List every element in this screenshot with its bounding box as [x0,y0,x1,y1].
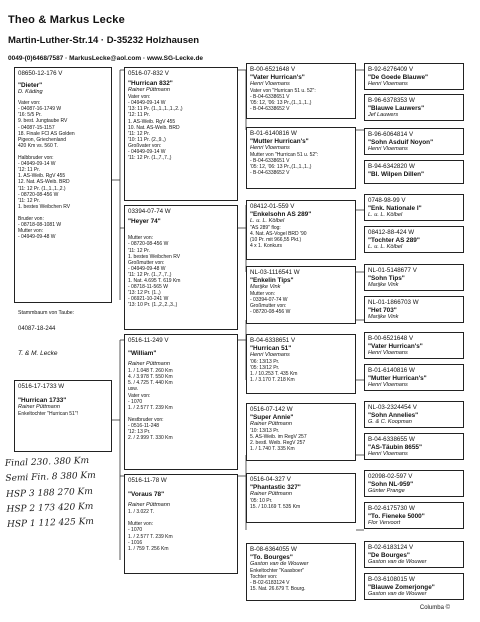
handwritten-line: HSP 3 188 270 Km [5,486,93,500]
gen4-name: "De Goede Blauwe" [368,73,429,81]
gen2-line: - 04949-09-14 W [128,149,166,156]
gen4-ring: 02098-02-597 V [368,473,413,480]
gen4-breeder: Flor Vervoort [368,520,401,527]
owner-address: Martin-Luther-Str.14 · D-35232 Holzhausen [8,35,200,47]
gen2-breeder: Rainer Püttmann [128,361,170,368]
gen2-line: - 0516-11-248 [128,423,160,430]
pigeon-line: 1. bestes Weibchen RV [18,203,71,210]
stammbaum-ring: 04087-18-244 [18,326,56,333]
footer-credit: Columba © [419,605,450,611]
gen3-line: '05: 12, '06: 13 Pr.,(1.,1.,1.,) [250,164,312,171]
gen3-ring: B-01-6140816 W [250,130,297,137]
gen2-line: 2. / 2.999 T. 330 Km [128,435,173,442]
gen4-name: "Het 703" [368,306,397,314]
owner-contact: 0049-(0)6468/7587 · MarkusLecke@aol.com · www.SG-Lecke.de [8,54,204,62]
gen2-line: Großvater von: [128,142,162,149]
gen4-name: "AS-Täubin 8655" [368,443,423,451]
gen2-line: 1. / 759 T. 256 Km [128,545,169,552]
handwritten-results [5,453,118,533]
gen3-breeder: Henri Vloemans [250,145,290,152]
gen2-line: '12: 13 Pr. [128,429,151,436]
pigeon-ring: 08650-12-176 V [18,70,63,77]
gen3-line: 1. / 3.170 T. 218 Km [250,377,295,384]
gen4-breeder: Henri Vloemans [368,81,408,88]
gen3-line: '10: 13/13 Pr. [250,428,280,435]
gen3-name: "Hurrican 51" [250,344,292,352]
gen4-ring: NL-01-1866703 W [368,299,419,306]
gen2-line: '11: 12 Pr. (1.,7.,7.,) [128,155,172,162]
gen2-line: '13: 11 Pr. (1.,1.,1.,1.,2.,) [128,106,183,113]
gen3-name: "Mutter Hurrican's" [250,137,309,145]
gen4-ring: B-02-6183124 V [368,544,414,551]
gen4-box [364,541,464,568]
gen4-box [364,128,464,155]
gen4-box [364,502,464,529]
pigeon-details [18,100,108,240]
gen2-line: Mutter von: [128,235,154,242]
gen4-breeder: Jef Lauwers [368,112,399,119]
gen3-box [246,334,356,394]
gen2-ring: 0516-11-78 W [128,477,167,484]
child-box [14,380,112,452]
gen2-line: '11: 12 Pr. [128,247,150,254]
gen2-ring: 0516-07-832 V [128,70,169,77]
gen3-name: "Enkelin Tips" [250,276,294,284]
gen2-box-grandmother [124,474,238,574]
gen4-name: "Sohn NL-959" [368,480,414,488]
gen2-breeder: Rainer Püttmann [128,87,170,94]
gen2-line: 1. / 2.577 T. 239 Km [128,533,173,540]
gen3-line: - B-04-6338652 V [250,106,290,113]
pigeon-line: - 04087-16-1749 W [18,106,62,113]
gen3-breeder: Marijke Vink [250,284,281,291]
gen3-line: Mutter von "Hurrican 51 u. 52": [250,152,319,159]
gen4-name: "De Bourges" [368,551,410,559]
child-ring: 0516-17-1733 W [18,383,65,390]
gen4-name: "Enk. Nationale I" [368,204,422,212]
pigeon-line: Pigeon, Griechenland [18,136,67,143]
gen3-breeder: Henri Vloemans [250,352,290,359]
gen4-name: "To. Fieneke 5000" [368,512,425,520]
gen4-breeder: G. & C. Koopman [368,419,412,426]
pigeon-line: 18. Finale FCI AS Golden [18,130,75,137]
gen3-line: - B-04-6338651 V [250,94,290,101]
gen2-line: - 08718-11-565 W [128,284,168,291]
gen2-line: 1. bestes Weibchen RV [128,253,181,260]
gen3-line: - 08720-08-456 W [250,309,291,316]
gen4-ring: B-04-6338655 W [368,436,415,443]
gen4-ring: B-96-6064814 V [368,131,414,138]
gen3-ring: B-08-6364055 W [250,546,297,553]
gen2-line: 1. / 1.048 T. 260 Km [128,368,173,375]
gen4-breeder: Henri Vloemans [368,451,408,458]
child-name: "Hurrican 1733" [18,396,67,404]
gen3-line: '05: 13/12 Pr. [250,365,280,372]
gen4-box [364,296,464,323]
gen2-line: Vater von: [128,94,151,101]
pigeon-line: - 04949-09-48 W [18,234,56,241]
gen4-box [364,364,464,391]
gen2-line: '13: 12 Pr. (1.,) [128,290,161,297]
gen3-name: "Phantastic 327" [250,483,301,491]
gen3-name: "Vater Hurrican's" [250,73,305,81]
gen3-box [246,200,356,260]
pigeon-line: '16: 5/5 Pr. [18,112,42,119]
gen2-line: - 04949-09-48 W [128,265,166,272]
gen2-line: 5. / 4.725 T. 440 Km [128,380,173,387]
gen2-ring: 0516-11-249 V [128,337,169,344]
gen4-ring: NL-01-5148677 V [368,267,417,274]
pigeon-line: - 08718-08-1081 W [18,222,62,229]
gen3-name: "To. Bourges" [250,553,293,561]
pigeon-line: - 08720-08-456 W [18,191,59,198]
gen2-line: - 04949-09-14 W [128,100,166,107]
stammbaum-signature: T. & M. Lecke [18,349,58,357]
gen3-line: - B-04-6338652 V [250,170,290,177]
pigeon-line: '11: 12 Pr. (1.,1.,1.,2.) [18,185,66,192]
gen4-breeder: L. u. L. Kölbel [368,244,403,251]
gen4-name: "Tochter AS 289" [368,236,420,244]
gen4-breeder: Marijke Vink [368,314,399,321]
gen4-ring: B-02-6175730 W [368,505,415,512]
gen3-ring: B-00-6521648 V [250,66,296,73]
gen3-line: '05: 10 Pr. [250,498,273,505]
pigeon-line: '12: 11 Pr. [18,167,40,174]
gen2-line: - 06921-10-241 W [128,296,169,303]
pigeon-name: "Dieter" [18,81,43,89]
gen2-line: 1. AS-Weib. RgV 455 [128,118,176,125]
gen4-name: "Vater Hurrican's" [368,342,423,350]
gen4-box [364,401,464,428]
gen4-name: "Sohn Annelies" [368,411,419,419]
stammbaum-note [18,310,110,358]
gen3-line: Vater von "Hurrican 51 u. 52": [250,88,316,95]
gen4-box [364,332,464,359]
gen2-line: Großmutter von: [128,259,165,266]
gen4-ring: B-00-6521648 V [368,335,414,342]
gen3-name: "Super Annie" [250,413,294,421]
gen2-line: - 1070 [128,398,143,405]
gen3-box [246,473,356,523]
child-line: Enkeltochter "Hurrican 51"! [18,411,78,418]
gen4-ring: NL-03-2324454 V [368,404,417,411]
gen3-line: 15. Nat. 26.679 T. Bourg. [250,586,306,593]
gen4-box [364,194,464,221]
gen4-ring: B-96-6378353 W [368,97,415,104]
gen2-line: - 1070 [128,527,143,534]
gen3-line: Großmutter von: [250,303,287,310]
gen3-breeder: Rainer Püttmann [250,421,292,428]
gen3-line: 15. / 10.169 T. 535 Km [250,504,301,511]
gen4-breeder: Marijke Vink [368,282,399,289]
gen2-line: - 08720-08-456 W [128,241,169,248]
gen4-name: "Blauwe Lauwers" [368,104,425,112]
gen4-breeder: Henri Vloemans [368,146,408,153]
gen2-line: 1. / 2.577 T. 239 Km [128,404,173,411]
gen2-line: '11: 12 Pr. [128,130,150,137]
gen2-line: 4. / 3.978 T. 550 Km [128,374,173,381]
gen2-line: 1. Nat. 4.695 T. 619 Km [128,278,181,285]
gen4-ring: 08412-88-424 W [368,229,415,236]
gen3-line: 5. AS-Weib. im RegV 257 [250,434,307,441]
handwritten-line: Semi Fin. 8 380 Km [5,471,96,485]
owner-name: Theo & Markus Lecke [8,14,125,26]
gen4-ring: B-01-6140816 W [368,367,415,374]
gen4-box [364,573,464,600]
gen3-box [246,127,356,189]
gen2-line: usw. [128,386,139,393]
gen4-name: "Mutter Hurrican's" [368,374,427,382]
pigeon-line: Bruder von: [18,215,44,222]
gen4-box [364,226,464,253]
gen4-ring: B-03-6108015 W [368,576,415,583]
pigeon-line: 420 Km vs. 560 T. [18,142,58,149]
gen3-line: "AS 289" flog: [250,225,281,232]
pigeon-line: 1. AS-Weib. RgV 455 [18,173,66,180]
gen2-line: '10: 11 Pr. (2.,9.,) [128,136,166,143]
gen2-box-father [124,67,238,201]
gen2-line: '11: 12 Pr. (1.,7.,7.,) [128,271,172,278]
gen4-box [364,160,464,184]
pigeon-line: Halbbruder von: [18,155,54,162]
gen3-line: - 03394-07-74 W [250,297,288,304]
pigeon-main-box [14,67,112,303]
gen4-breeder: Günter Prange [368,488,405,495]
pigeon-line: - 04087-15-1157 [18,124,55,131]
pigeon-line: '11: 12 Pr. [18,197,40,204]
gen2-line: Mutter von: [128,521,154,528]
gen3-ring: 0516-07-142 W [250,406,293,413]
gen2-line: 10. Nat. AS-Weib. BRD [128,124,180,131]
gen3-line: - B-02-6183124 V [250,580,290,587]
gen3-breeder: L. u. L. Kölbel [250,218,285,225]
gen3-breeder: Gaston van de Wouwer [250,561,309,568]
gen4-breeder: Henri Vloemans [368,350,408,357]
gen3-box [246,543,356,601]
gen3-line: Mutter von: [250,291,276,298]
gen3-line: 4 x 1. Konkurs [250,243,282,250]
gen3-line: Tochter von: [250,574,278,581]
gen3-line: '06: 13/13 Pr. [250,359,280,366]
gen4-box [364,63,464,90]
gen4-name: "Sohn Asduif Noyon" [368,138,434,146]
gen2-breeder: Rainer Püttmann [128,502,170,509]
gen4-ring: 0748-98-99 V [368,197,406,204]
gen2-name: "William" [128,349,157,357]
handwritten-line: HSP 2 173 420 Km [6,501,94,515]
gen4-ring: B-92-6276409 V [368,66,414,73]
pigeon-line: 9. best. Jungtaube RV [18,118,68,125]
gen3-line: Enkeltochter "Kaasboer" [250,568,305,575]
gen2-line: Nestbruder von: [128,416,164,423]
gen4-box [364,94,464,121]
pigeon-line: 12. Nat. AS-Weib. BRD [18,179,70,186]
pigeon-line: - 04949-09-14 W [18,161,56,168]
gen3-line: (10 Pr. mit 966,55 Pkt.) [250,237,302,244]
gen3-ring: 0516-04-327 V [250,476,291,483]
gen4-box [364,433,464,460]
gen3-breeder: Rainer Püttmann [250,491,292,498]
gen4-ring: B-94-6342820 W [368,163,415,170]
gen3-breeder: Henri Vloemans [250,81,290,88]
pigeon-line: Vater von: [18,100,41,107]
gen2-name: "Hurrican 832" [128,79,173,87]
gen3-line: 2. bestl. Weib. RegV 257 [250,440,306,447]
pigeon-breeder: D. Käding [18,89,43,96]
gen3-ring: B-04-6338651 V [250,337,296,344]
gen4-name: "Bl. Wilpen Dillen" [368,170,425,178]
gen2-line: - 1016 [128,539,143,546]
gen2-ring: 03394-07-74 W [128,208,171,215]
gen3-line: 4. Nat. AS-Vogel BRD '90 [250,231,307,238]
gen3-name: "Enkelsohn AS 289" [250,210,312,218]
gen3-line: '05: 12, '06: 13 Pr.,(1.,1.,1.,) [250,100,312,107]
handwritten-line: HSP 1 112 425 Km [6,517,95,531]
gen3-box [246,266,356,324]
gen3-box [246,403,356,461]
gen4-breeder: Henri Vloemans [368,382,408,389]
gen2-line: '13: 10 Pr. (1.,2.,2.,3.,) [128,302,178,309]
gen2-name: "Voraus 78" [128,490,165,498]
gen2-line: '12: 11 Pr. [128,112,150,119]
gen3-ring: 08412-01-559 V [250,203,295,210]
gen3-line: - B-04-6338651 V [250,158,290,165]
gen3-line: 1. / 1.740 T. 335 Km [250,446,295,453]
gen2-name: "Heyer 74" [128,217,161,225]
gen4-name: "Blauwe Zomerjonge" [368,583,435,591]
gen4-breeder: L. u. L. Kölbel [368,212,403,219]
gen4-box [364,470,464,497]
gen3-line: 1. / 10.253 T. 435 Km [250,371,298,378]
gen2-line: Vater von: [128,392,151,399]
gen2-box-mother [124,205,238,330]
gen4-box [364,264,464,291]
gen4-breeder: Gaston van de Wouwer [368,559,427,566]
stammbaum-label: Stammbaum von Taube: [18,310,75,316]
gen4-name: "Sohn Tips" [368,274,405,282]
gen2-box-grandfather [124,334,238,470]
gen3-box [246,63,356,119]
gen2-line: 1. / 3.022 T. [128,509,155,516]
gen3-ring: NL-03-1116541 W [250,269,300,276]
handwritten-line: Final 230. 380 Km [4,456,90,469]
child-breeder: Rainer Püttmann [18,404,60,411]
gen4-breeder: Gaston van de Wouwer [368,591,427,598]
pigeon-line: Mutter von: [18,228,44,235]
